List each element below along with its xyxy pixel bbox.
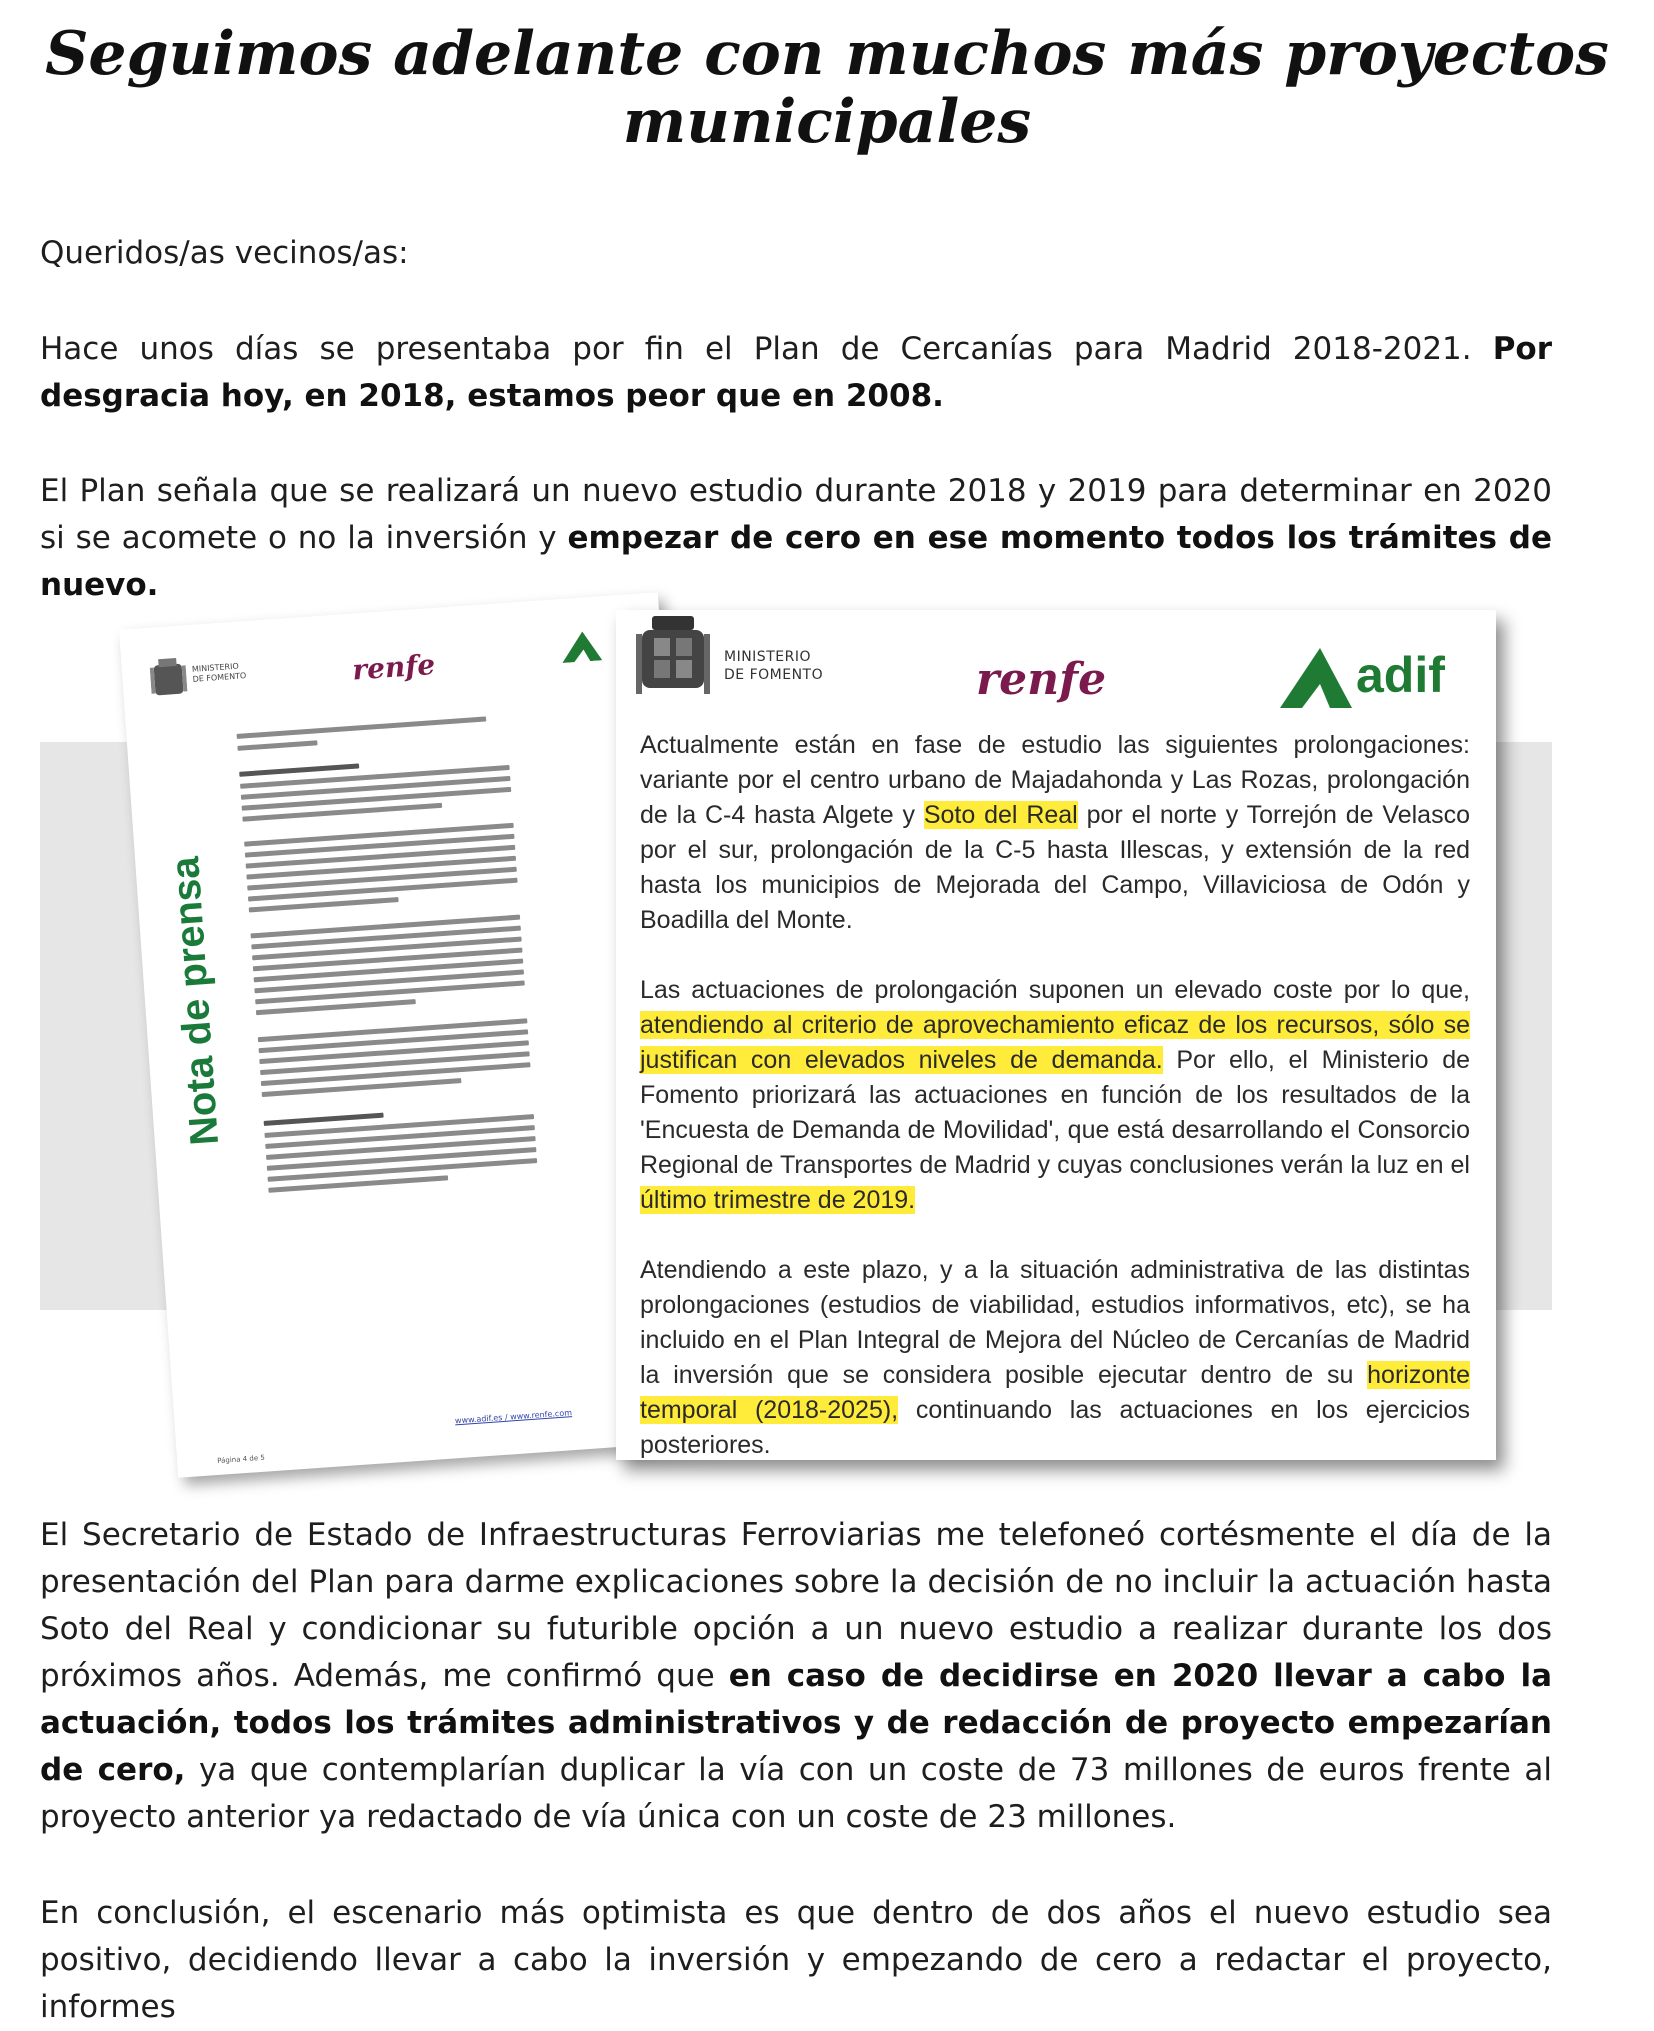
paragraph-estudio [40,468,1552,609]
press-paragraph-2 [640,973,1470,1218]
press-p1-text: Actualmente están en fase de estudio las siguientes prolongaciones: variante por el centro urbano de Majadahonda y Las Rozas, prolongación de la C-4 hasta Algete y [640,731,1470,829]
adif-logo-icon [1280,648,1352,708]
ministry-label: MINISTERIO DE FOMENTO [191,661,247,684]
coat-of-arms-icon [636,616,710,702]
press-p1-end: por el norte y Torrejón de Velasco por el sur, prolongación de la C-5 hasta Illescas, y extensión de la red hasta los municipios de Mejorada del Campo, Villaviciosa de Odón y Boadilla del Monte. [640,801,1470,934]
press-release-front-page [616,610,1496,1460]
adif-logo: adif [1356,647,1445,703]
greeting: Queridos/as vecinos/as: [40,235,409,271]
coat-of-arms-icon [149,655,188,701]
paragraph-estudio-bold: empezar de cero en ese momento todos los trámites de nuevo. [40,520,1552,603]
ministry-label: MINISTERIO DE FOMENTO [724,649,824,683]
press-p3-end: continuando las actuaciones en los ejercicios posteriores. [640,1396,1470,1459]
paragraph-plan [40,326,1552,420]
paragraph-conclusion: En conclusión, el escenario más optimista es que dentro de dos años el nuevo estudio sea positivo, decidiendo llevar a cabo la inversión y empezando de cero a redactar el proyecto, informes [40,1895,1552,2025]
press-url: www.adif.es / www.renfe.com [454,1408,573,1426]
paragraph-secretario-text: El Secretario de Estado de Infraestructuras Ferroviarias me telefoneó cortésmente el día de la presentación del Plan para darme explicaciones sobre la decisión de no incluir la actuación hasta Soto del Real y condicionar su futurible opción a un nuevo estudio a realizar durante los dos próximos años. Además, me confirmó que [40,1517,1552,1694]
paragraph-secretario [40,1512,1552,1841]
press-paragraph-1 [640,728,1470,938]
press-p3-start: Atendiendo a este plazo, y a la situación administrativa de las distintas prolongaciones (estudios de viabilidad, estudios informativos, etc), se ha incluido en el Plan Integral de Mejora del Núcleo de Cercanías de Madrid la inversión que se considera posible ejecutar dentro de su [640,1256,1470,1389]
nota-de-prensa-label: Nota de prensa [163,855,228,1147]
press-p2-highlight-2: último trimestre de 2019. [640,1186,916,1214]
press-p1-highlight: Soto del Real [923,801,1078,829]
paragraph-secretario-end: ya que contemplarían duplicar la vía con un coste de 73 millones de euros frente al proyecto anterior ya redactado de vía única con un coste de 23 millones. [40,1752,1552,1835]
paragraph-secretario-bold: en caso de decidirse en 2020 llevar a cabo la actuación, todos los trámites administrativos y de redacción de proyecto empezarían de cero, [40,1658,1552,1788]
page-title: Seguimos adelante con muchos más proyectos municipales [45,19,1609,157]
press-paragraph-3 [640,1253,1470,1460]
adif-logo-icon [560,630,602,663]
press-p3-highlight: horizonte temporal (2018-2025), [640,1361,1470,1424]
renfe-logo: renfe [351,647,437,687]
press-p2-start: Las actuaciones de prolongación suponen un elevado coste por lo que, [640,976,1470,1004]
press-p2-mid: Por ello, el Ministerio de Fomento priorizará las actuaciones en función de los resultados de la 'Encuesta de Demanda de Movilidad', que está desarrollando el Consorcio Regional de Transportes de Madrid y cuyas conclusiones verán la luz en el [640,1046,1470,1179]
paragraph-plan-bold: Por desgracia hoy, en 2018, estamos peor que en 2008. [40,331,1552,414]
press-release-body [640,728,1470,1460]
press-p2-highlight: atendiendo al criterio de aprovechamiento eficaz de los recursos, sólo se justifican con elevados niveles de demanda. [640,1011,1470,1074]
paragraph-plan-text: Hace unos días se presentaba por fin el Plan de Cercanías para Madrid 2018-2021. [40,331,1493,367]
paragraph-estudio-text: El Plan señala que se realizará un nuevo estudio durante 2018 y 2019 para determinar en 2020 si se acomete o no la inversión y [40,473,1552,556]
renfe-logo: renfe [976,654,1107,705]
page-number: Página 4 de 5 [216,1453,266,1466]
